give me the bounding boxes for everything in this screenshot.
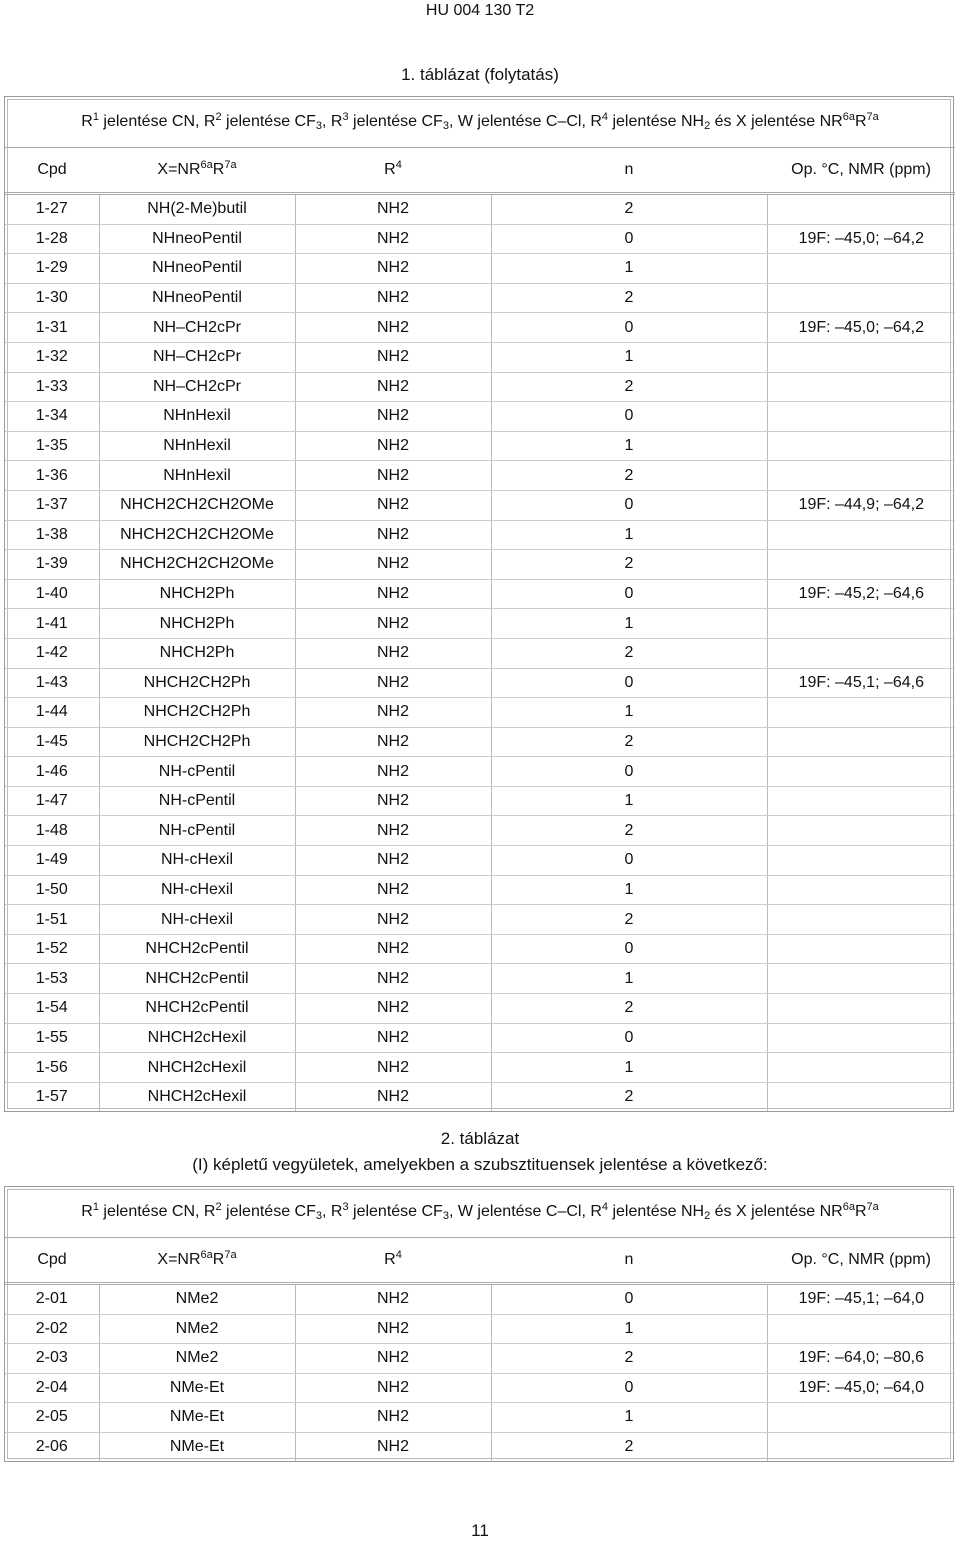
cell-op-nmr [767, 461, 955, 491]
cell-n: 1 [491, 786, 767, 816]
cell-x: NHneoPentil [99, 224, 295, 254]
cell-r4: NH2 [295, 283, 491, 313]
cell-op-nmr: 19F: –45,1; –64,0 [767, 1284, 955, 1315]
cell-x: NHCH2cHexil [99, 1082, 295, 1111]
cell-n: 0 [491, 846, 767, 876]
cell-x: NHCH2CH2CH2OMe [99, 520, 295, 550]
cell-n: 0 [491, 1284, 767, 1315]
cell-x: NH–CH2cPr [99, 342, 295, 372]
cell-op-nmr [767, 698, 955, 728]
cell-cpd: 2-04 [5, 1373, 99, 1403]
cell-r4: NH2 [295, 668, 491, 698]
cell-r4: NH2 [295, 1314, 491, 1344]
cell-r4: NH2 [295, 520, 491, 550]
cell-r4: NH2 [295, 254, 491, 284]
cell-x: NHnHexil [99, 431, 295, 461]
table-row [5, 609, 955, 639]
cell-r4: NH2 [295, 1023, 491, 1053]
cell-op-nmr [767, 283, 955, 313]
cell-n: 2 [491, 1432, 767, 1461]
cell-r4: NH2 [295, 1344, 491, 1374]
cell-cpd: 1-50 [5, 875, 99, 905]
cell-n: 1 [491, 964, 767, 994]
cell-n: 2 [491, 372, 767, 402]
cell-n: 2 [491, 1344, 767, 1374]
table-row [5, 1344, 955, 1374]
table-row [5, 846, 955, 876]
cell-op-nmr: 19F: –45,0; –64,0 [767, 1373, 955, 1403]
table-row [5, 254, 955, 284]
table1-caption: 1. táblázat (folytatás) [401, 65, 559, 84]
cell-n: 0 [491, 490, 767, 520]
table-row [5, 638, 955, 668]
column-header-n: n [491, 1238, 767, 1284]
cell-cpd: 1-48 [5, 816, 99, 846]
table-row [5, 550, 955, 580]
cell-cpd: 1-46 [5, 757, 99, 787]
cell-cpd: 1-54 [5, 994, 99, 1024]
cell-op-nmr [767, 1082, 955, 1111]
table-row [5, 402, 955, 432]
cell-cpd: 2-05 [5, 1403, 99, 1433]
cell-n: 1 [491, 431, 767, 461]
cell-x: NMe-Et [99, 1373, 295, 1403]
cell-r4: NH2 [295, 490, 491, 520]
cell-cpd: 1-28 [5, 224, 99, 254]
table2-column-headers [5, 1238, 955, 1284]
cell-x: NHCH2cHexil [99, 1053, 295, 1083]
cell-n: 2 [491, 905, 767, 935]
cell-cpd: 2-02 [5, 1314, 99, 1344]
cell-op-nmr [767, 1432, 955, 1461]
cell-r4: NH2 [295, 609, 491, 639]
cell-x: NH-cHexil [99, 846, 295, 876]
cell-x: NHCH2cPentil [99, 994, 295, 1024]
cell-op-nmr [767, 1314, 955, 1344]
table-row [5, 668, 955, 698]
column-header-x: $X=NR^{6a}R^{7a}$ [99, 148, 295, 194]
cell-op-nmr [767, 934, 955, 964]
cell-x: NHCH2CH2CH2OMe [99, 550, 295, 580]
cell-r4: NH2 [295, 905, 491, 935]
table-row [5, 875, 955, 905]
cell-x: NH–CH2cPr [99, 313, 295, 343]
table-row [5, 698, 955, 728]
cell-n: 1 [491, 1403, 767, 1433]
cell-x: NHCH2Ph [99, 638, 295, 668]
table-row [5, 342, 955, 372]
cell-cpd: 1-40 [5, 579, 99, 609]
table1-conditions-row [5, 97, 955, 148]
cell-op-nmr: 19F: –44,9; –64,2 [767, 490, 955, 520]
table-row [5, 1373, 955, 1403]
cell-r4: NH2 [295, 372, 491, 402]
cell-cpd: 1-35 [5, 431, 99, 461]
cell-n: 0 [491, 313, 767, 343]
cell-op-nmr: 19F: –45,0; –64,2 [767, 313, 955, 343]
cell-x: NMe2 [99, 1284, 295, 1315]
cell-x: NHneoPentil [99, 283, 295, 313]
cell-r4: NH2 [295, 816, 491, 846]
column-header-n: n [491, 148, 767, 194]
cell-cpd: 1-43 [5, 668, 99, 698]
cell-x: NMe-Et [99, 1432, 295, 1461]
cell-cpd: 1-37 [5, 490, 99, 520]
cell-r4: NH2 [295, 994, 491, 1024]
table-row [5, 461, 955, 491]
cell-n: 1 [491, 254, 767, 284]
cell-cpd: 1-53 [5, 964, 99, 994]
cell-n: 1 [491, 875, 767, 905]
cell-x: NHCH2Ph [99, 579, 295, 609]
cell-x: NHCH2cPentil [99, 934, 295, 964]
cell-r4: NH2 [295, 402, 491, 432]
cell-x: NH-cPentil [99, 786, 295, 816]
cell-n: 0 [491, 402, 767, 432]
cell-op-nmr [767, 254, 955, 284]
column-header-r4: $R^4$ [295, 148, 491, 194]
cell-r4: NH2 [295, 727, 491, 757]
cell-n: 2 [491, 727, 767, 757]
column-header-r4: $R^4$ [295, 1238, 491, 1284]
cell-op-nmr [767, 727, 955, 757]
cell-n: 1 [491, 1053, 767, 1083]
table1-conditions: $R^1$ jelentése CN, $R^2$ jelentése $CF_3$, $R^3$ jelentése $CF_3$, W jelentése C–Cl, $R^4$ jelentése $NH_2$ és X jelentése $NR^{6a}R^{7a}$ [5, 97, 955, 148]
cell-r4: NH2 [295, 934, 491, 964]
document-id: HU 004 130 T2 [425, 2, 535, 19]
cell-cpd: 1-47 [5, 786, 99, 816]
table-row [5, 1314, 955, 1344]
table-row [5, 816, 955, 846]
cell-cpd: 1-44 [5, 698, 99, 728]
cell-x: NHneoPentil [99, 254, 295, 284]
cell-x: NHnHexil [99, 402, 295, 432]
cell-n: 2 [491, 994, 767, 1024]
table-row [5, 224, 955, 254]
cell-op-nmr [767, 550, 955, 580]
cell-r4: NH2 [295, 638, 491, 668]
table-row [5, 194, 955, 225]
cell-n: 2 [491, 550, 767, 580]
cell-op-nmr [767, 431, 955, 461]
column-header-cpd: Cpd [5, 148, 99, 194]
cell-cpd: 1-34 [5, 402, 99, 432]
cell-x: NHCH2CH2Ph [99, 727, 295, 757]
cell-op-nmr: 19F: –45,2; –64,6 [767, 579, 955, 609]
cell-n: 0 [491, 934, 767, 964]
cell-r4: NH2 [295, 1082, 491, 1111]
table-row [5, 431, 955, 461]
cell-n: 0 [491, 1373, 767, 1403]
cell-n: 0 [491, 224, 767, 254]
cell-r4: NH2 [295, 194, 491, 225]
cell-cpd: 1-32 [5, 342, 99, 372]
table-row [5, 283, 955, 313]
table-row [5, 520, 955, 550]
cell-cpd: 1-41 [5, 609, 99, 639]
table-row [5, 313, 955, 343]
table2 [4, 1186, 954, 1462]
cell-r4: NH2 [295, 342, 491, 372]
cell-x: NH-cHexil [99, 875, 295, 905]
cell-r4: NH2 [295, 846, 491, 876]
column-header-op-nmr: Op. °C, NMR (ppm) [767, 148, 955, 194]
cell-cpd: 1-52 [5, 934, 99, 964]
table-row [5, 994, 955, 1024]
cell-n: 1 [491, 520, 767, 550]
cell-cpd: 1-36 [5, 461, 99, 491]
table2-conditions-row [5, 1187, 955, 1238]
table-row [5, 1053, 955, 1083]
cell-x: NH-cPentil [99, 757, 295, 787]
table-row [5, 490, 955, 520]
cell-op-nmr [767, 402, 955, 432]
cell-op-nmr: 19F: –45,0; –64,2 [767, 224, 955, 254]
cell-op-nmr [767, 342, 955, 372]
cell-cpd: 1-49 [5, 846, 99, 876]
cell-n: 1 [491, 1314, 767, 1344]
cell-r4: NH2 [295, 1403, 491, 1433]
cell-cpd: 1-51 [5, 905, 99, 935]
cell-x: NHCH2cHexil [99, 1023, 295, 1053]
cell-x: NHCH2Ph [99, 609, 295, 639]
cell-r4: NH2 [295, 1053, 491, 1083]
table-row [5, 964, 955, 994]
cell-x: NHCH2cPentil [99, 964, 295, 994]
cell-cpd: 2-06 [5, 1432, 99, 1461]
cell-r4: NH2 [295, 224, 491, 254]
column-header-x: $X=NR^{6a}R^{7a}$ [99, 1238, 295, 1284]
cell-cpd: 1-38 [5, 520, 99, 550]
cell-cpd: 2-01 [5, 1284, 99, 1315]
cell-r4: NH2 [295, 431, 491, 461]
cell-r4: NH2 [295, 757, 491, 787]
cell-r4: NH2 [295, 875, 491, 905]
table1 [4, 96, 954, 1112]
table1-column-headers [5, 148, 955, 194]
cell-n: 2 [491, 194, 767, 225]
cell-cpd: 1-56 [5, 1053, 99, 1083]
cell-op-nmr: 19F: –64,0; –80,6 [767, 1344, 955, 1374]
cell-cpd: 1-55 [5, 1023, 99, 1053]
cell-n: 1 [491, 342, 767, 372]
cell-x: NMe2 [99, 1344, 295, 1374]
cell-r4: NH2 [295, 313, 491, 343]
cell-op-nmr [767, 372, 955, 402]
cell-r4: NH2 [295, 1373, 491, 1403]
cell-n: 2 [491, 816, 767, 846]
cell-cpd: 1-42 [5, 638, 99, 668]
cell-op-nmr [767, 757, 955, 787]
cell-r4: NH2 [295, 1284, 491, 1315]
cell-x: NMe-Et [99, 1403, 295, 1433]
cell-n: 0 [491, 757, 767, 787]
cell-x: NH(2-Me)butil [99, 194, 295, 225]
table2-conditions: $R^1$ jelentése CN, $R^2$ jelentése $CF_3$, $R^3$ jelentése $CF_3$, W jelentése C–Cl, $R^4$ jelentése $NH_2$ és X jelentése $NR^{6a}R^{7a}$ [5, 1187, 955, 1238]
cell-op-nmr [767, 905, 955, 935]
cell-x: NH-cHexil [99, 905, 295, 935]
table-row [5, 905, 955, 935]
cell-x: NH-cPentil [99, 816, 295, 846]
cell-op-nmr [767, 638, 955, 668]
cell-x: NH–CH2cPr [99, 372, 295, 402]
cell-n: 2 [491, 1082, 767, 1111]
table-row [5, 579, 955, 609]
cell-n: 2 [491, 283, 767, 313]
cell-n: 0 [491, 668, 767, 698]
cell-cpd: 1-31 [5, 313, 99, 343]
table2-caption-description: (I) képletű vegyületek, amelyekben a szubsztituensek jelentése a következő: [192, 1155, 768, 1174]
column-header-cpd: Cpd [5, 1238, 99, 1284]
cell-r4: NH2 [295, 579, 491, 609]
cell-r4: NH2 [295, 698, 491, 728]
cell-op-nmr [767, 994, 955, 1024]
cell-cpd: 1-33 [5, 372, 99, 402]
cell-cpd: 1-45 [5, 727, 99, 757]
cell-cpd: 1-57 [5, 1082, 99, 1111]
cell-op-nmr [767, 609, 955, 639]
cell-x: NHnHexil [99, 461, 295, 491]
cell-cpd: 1-27 [5, 194, 99, 225]
table-row [5, 1023, 955, 1053]
cell-cpd: 1-39 [5, 550, 99, 580]
cell-op-nmr [767, 875, 955, 905]
table2-caption-title: 2. táblázat [440, 1129, 520, 1148]
cell-op-nmr: 19F: –45,1; –64,6 [767, 668, 955, 698]
table-row [5, 1082, 955, 1111]
cell-op-nmr [767, 1403, 955, 1433]
cell-n: 0 [491, 1023, 767, 1053]
table-row [5, 372, 955, 402]
cell-r4: NH2 [295, 550, 491, 580]
cell-op-nmr [767, 816, 955, 846]
cell-r4: NH2 [295, 461, 491, 491]
column-header-op-nmr: Op. °C, NMR (ppm) [767, 1238, 955, 1284]
cell-op-nmr [767, 786, 955, 816]
table-row [5, 1432, 955, 1461]
table-row [5, 1403, 955, 1433]
table-row [5, 786, 955, 816]
table-row [5, 727, 955, 757]
table-row [5, 934, 955, 964]
cell-op-nmr [767, 1053, 955, 1083]
cell-n: 2 [491, 461, 767, 491]
cell-cpd: 1-29 [5, 254, 99, 284]
cell-n: 2 [491, 638, 767, 668]
cell-r4: NH2 [295, 1432, 491, 1461]
cell-op-nmr [767, 520, 955, 550]
table-row [5, 1284, 955, 1315]
cell-n: 1 [491, 698, 767, 728]
cell-n: 0 [491, 579, 767, 609]
cell-cpd: 2-03 [5, 1344, 99, 1374]
cell-op-nmr [767, 194, 955, 225]
cell-n: 1 [491, 609, 767, 639]
cell-r4: NH2 [295, 964, 491, 994]
cell-op-nmr [767, 846, 955, 876]
cell-cpd: 1-30 [5, 283, 99, 313]
cell-x: NMe2 [99, 1314, 295, 1344]
cell-op-nmr [767, 1023, 955, 1053]
cell-x: NHCH2CH2Ph [99, 668, 295, 698]
cell-x: NHCH2CH2Ph [99, 698, 295, 728]
cell-x: NHCH2CH2CH2OMe [99, 490, 295, 520]
table-row [5, 757, 955, 787]
cell-op-nmr [767, 964, 955, 994]
cell-r4: NH2 [295, 786, 491, 816]
page-number: 11 [471, 1521, 489, 1540]
